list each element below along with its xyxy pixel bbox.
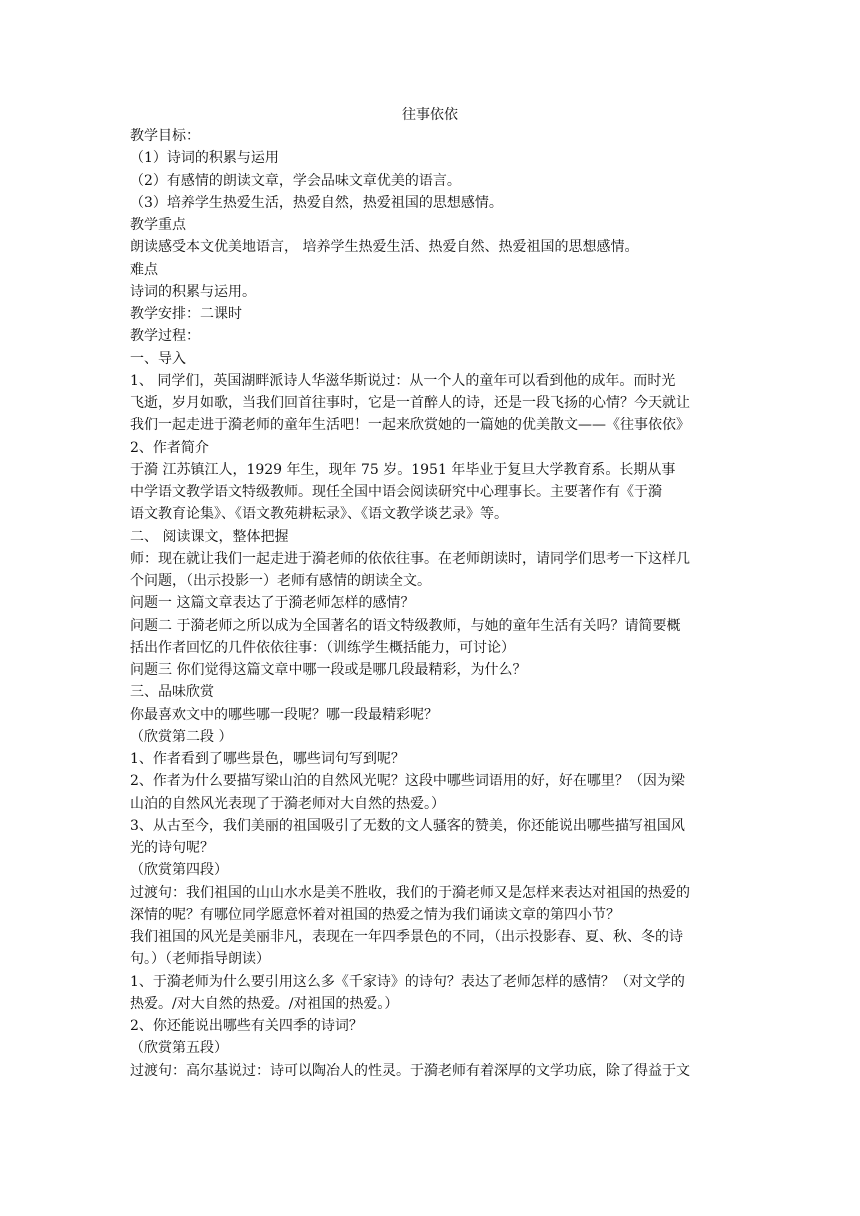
document-line: 二、 阅读课文，整体把握 [130,528,289,545]
document-line: （1）诗词的积累与运用 [130,150,279,167]
document-line: 难点 [130,261,158,278]
document-line: 教学目标： [130,128,200,144]
document-line: 中学语文教学语文特级教师。现任全国中语会阅读研究中心理事长。主要著作有《于漪 [130,484,662,500]
document-line: 深情的呢？有哪位同学愿意怀着对祖国的热爱之情为我们诵读文章的第四小节？ [130,906,620,923]
document-line: 过渡句：高尔基说过：诗可以陶冶人的性灵。于漪老师有着深厚的文学功底，除了得益于文 [130,1062,690,1079]
document-line: 热爱。/对大自然的热爱。/对祖国的热爱。） [130,995,399,1012]
document-line: 2、你还能说出哪些有关四季的诗词？ [130,1018,363,1034]
document-line: 2、作者为什么要描写梁山泊的自然风光呢？这段中哪些词语用的好，好在哪里？（因为梁 [130,773,685,790]
document-line: 1、作者看到了哪些景色，哪些词句写到呢？ [130,751,405,767]
document-line: （欣赏第四段） [130,862,228,879]
document-line: 1、于漪老师为什么要引用这么多《千家诗》的诗句？表达了老师怎样的感情？（对文学的 [130,973,685,990]
document-title: 往事依依 [402,107,458,123]
document-line: 师：现在就让我们一起走进于漪老师的依依往事。在老师朗读时，请同学们思考一下这样几 [130,550,690,567]
document-line: 教学过程： [130,328,200,345]
document-line: 一、导入 [130,350,186,367]
document-line: 山泊的自然风光表现了于漪老师对大自然的热爱。） [130,795,445,812]
document-line: 飞逝，岁月如歌，当我们回首往事时，它是一首醉人的诗，还是一段飞扬的心情？今天就让 [130,395,690,411]
document-line: 于漪 江苏镇江人，1929 年生，现年 75 岁。1951 年毕业于复旦大学教育系。长期从事 [130,461,676,478]
document-line: 1、 同学们，英国湖畔派诗人华滋华斯说过：从一个人的童年可以看到他的成年。而时光 [130,372,676,389]
document-line: （欣赏第五段） [130,1040,228,1057]
document-line: 你最喜欢文中的哪些哪一段呢？哪一段最精彩呢？ [130,706,438,723]
document-line: 我们祖国的风光是美丽非凡，表现在一年四季景色的不同，（出示投影春、夏、秋、冬的诗 [130,929,683,945]
document-line: 过渡句：我们祖国的山山水水是美不胜收，我们的于漪老师又是怎样来表达对祖国的热爱的 [130,884,690,901]
document-line: 括出作者回忆的几件依依往事：（训练学生概括能力，可讨论） [130,639,515,656]
document-line: （2）有感情的朗读文章，学会品味文章优美的语言。 [130,172,461,189]
document-line: 我们一起走进于漪老师的童年生活吧！一起来欣赏她的一篇她的优美散文——《往事依依》 [130,417,690,434]
document-line: 3、从古至今，我们美丽的祖国吸引了无数的文人骚客的赞美，你还能说出哪些描写祖国风 [130,817,685,834]
document-line: 诗词的积累与运用。 [130,283,256,300]
document-line: 问题一 这篇文章表达了于漪老师怎样的感情？ [130,595,415,612]
document-line: 三、品味欣赏 [130,684,214,701]
document-line: 朗读感受本文优美地语言， 培养学生热爱生活、热爱自然、热爱祖国的思想感情。 [130,239,639,256]
document-line: 个问题，（出示投影一）老师有感情的朗读全文。 [130,573,431,589]
document-line: 句。）（老师指导朗读） [130,951,270,968]
document-line: 问题三 你们觉得这篇文章中哪一段或是哪几段最精彩，为什么？ [130,662,527,678]
document-line: 问题二 于漪老师之所以成为全国著名的语文特级教师，与她的童年生活有关吗？请简要概 [130,617,681,634]
document-line: （欣赏第二段 ） [130,728,233,745]
document-line: （3）培养学生热爱生活，热爱自然，热爱祖国的思想感情。 [130,194,503,211]
document-line: 光的诗句呢？ [130,840,214,856]
document-line: 语文教育论集》、《语文教苑耕耘录》、《语文教学谈艺录》等。 [130,506,508,523]
document-line: 教学重点 [130,217,186,233]
document-line: 教学安排：二课时 [130,306,242,322]
document-line: 2、作者简介 [130,439,209,456]
